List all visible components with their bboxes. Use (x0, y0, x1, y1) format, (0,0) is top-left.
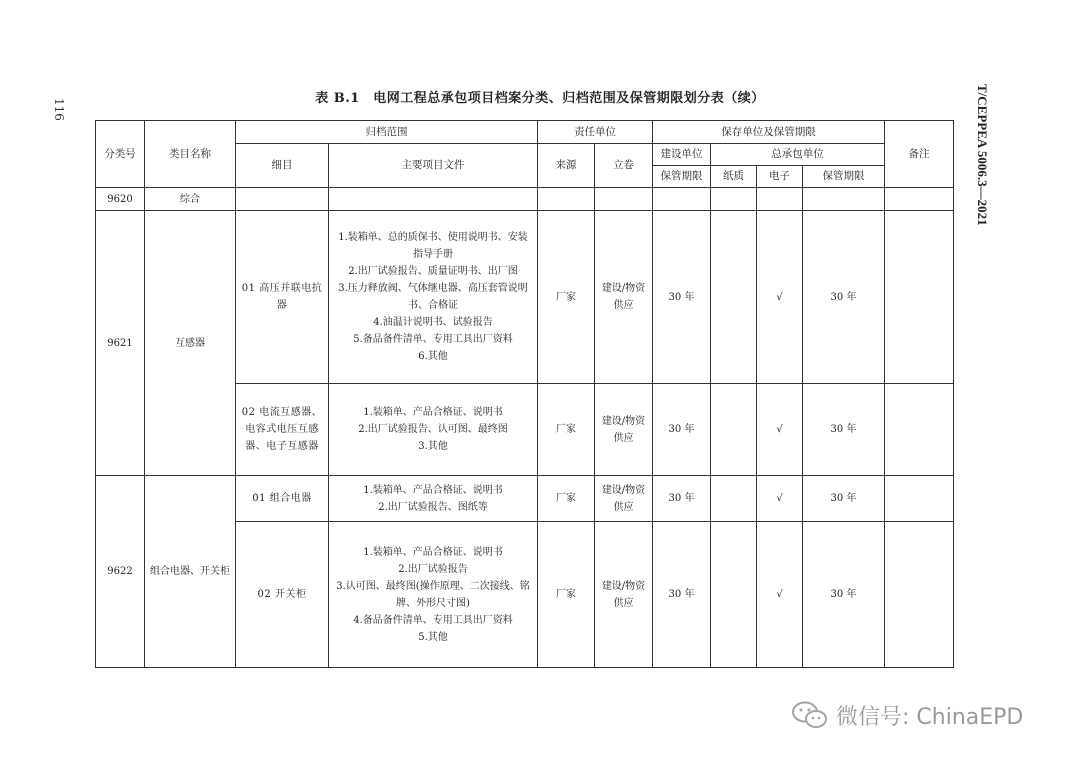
header-category: 类目名称 (145, 121, 236, 188)
file-line: 3.认可图、最终图(操作原理、二次接线、铭牌、外形尺寸图) (336, 580, 530, 609)
header-retention: 保存单位及保管期限 (653, 121, 885, 144)
row-electronic: √ (757, 522, 803, 668)
file-line: 2.出厂试验报告、认可图、最终图 (358, 424, 508, 435)
header-archive-scope: 归档范围 (236, 121, 538, 144)
row-filing: 建设/物资供应 (595, 384, 653, 476)
row-name: 互感器 (145, 211, 236, 476)
file-line: 4.油温计说明书、试验报告 (373, 317, 493, 328)
row-name: 组合电器、开关柜 (145, 476, 236, 668)
header-electronic: 电子 (757, 166, 803, 188)
row-code: 9622 (96, 476, 145, 668)
row-detail: 02 电流互感器、电容式电压互感器、电子互感器 (236, 384, 329, 476)
row-paper (711, 384, 757, 476)
file-line: 4.备品备件清单、专用工具出厂资料 (353, 614, 513, 626)
row-paper (711, 476, 757, 522)
row-period: 30 年 (803, 522, 885, 668)
header-remarks: 备注 (885, 121, 954, 188)
row-period: 30 年 (803, 211, 885, 384)
row-files (329, 522, 538, 668)
table-title: 表 B.1 电网工程总承包项目档案分类、归档范围及保管期限划分表（续） (315, 91, 765, 106)
row-filing: 建设/物资供应 (595, 211, 653, 384)
row-build-period: 30 年 (653, 522, 711, 668)
row-remarks (885, 476, 954, 522)
row-remarks (885, 211, 954, 384)
row-detail: 01 高压并联电抗器 (236, 211, 329, 384)
standard-code: T/CEPPEA 5006.3—2021 (975, 84, 990, 226)
file-line: 3.压力释放阀、气体继电器、高压套管说明书、合格证 (338, 283, 528, 311)
row-build-period: 30 年 (653, 384, 711, 476)
row-paper (711, 522, 757, 668)
watermark-text: 微信号: ChinaEPD (836, 704, 1024, 730)
header-retention-period: 保管期限 (653, 166, 711, 188)
header-files: 主要项目文件 (329, 144, 538, 188)
header-responsible: 责任单位 (538, 121, 653, 144)
row-source: 厂家 (538, 522, 595, 668)
row-code: 9621 (96, 211, 145, 476)
file-line: 6.其他 (418, 351, 448, 362)
header-construction-unit: 建设单位 (653, 144, 711, 166)
row-code: 9620 (96, 188, 145, 211)
row-files (329, 476, 538, 522)
row-detail: 01 组合电器 (236, 476, 329, 522)
header-source: 来源 (538, 144, 595, 188)
row-remarks (885, 384, 954, 476)
header-contractor-unit: 总承包单位 (711, 144, 885, 166)
row-build-period: 30 年 (653, 211, 711, 384)
file-line: 3.其他 (418, 441, 448, 452)
row-period: 30 年 (803, 384, 885, 476)
table-row (96, 188, 954, 211)
file-line: 1.装箱单、总的质保书、使用说明书、安装指导手册 (338, 232, 528, 260)
row-build-period: 30 年 (653, 476, 711, 522)
file-line: 1.装箱单、产品合格证、说明书 (363, 484, 503, 496)
table-row (96, 476, 954, 522)
row-period: 30 年 (803, 476, 885, 522)
header-code: 分类号 (96, 121, 145, 188)
header-row-1 (96, 121, 954, 144)
row-electronic: √ (757, 384, 803, 476)
file-line: 2.出厂试验报告、质量证明书、出厂图 (348, 266, 518, 277)
row-electronic: √ (757, 211, 803, 384)
row-source: 厂家 (538, 476, 595, 522)
row-electronic: √ (757, 476, 803, 522)
header-paper: 纸质 (711, 166, 757, 188)
row-source: 厂家 (538, 384, 595, 476)
page-number: 116 (52, 98, 66, 121)
row-name: 综合 (145, 188, 236, 211)
header-retention-period-2: 保管期限 (803, 166, 885, 188)
row-paper (711, 211, 757, 384)
row-remarks (885, 522, 954, 668)
file-line: 2.出厂试验报告、图纸等 (378, 501, 488, 513)
file-line: 1.装箱单、产品合格证、说明书 (363, 546, 503, 558)
row-source: 厂家 (538, 211, 595, 384)
row-filing: 建设/物资供应 (595, 476, 653, 522)
wechat-icon (790, 700, 830, 730)
header-filing: 立卷 (595, 144, 653, 188)
row-files (329, 384, 538, 476)
row-detail: 02 开关柜 (236, 522, 329, 668)
header-detail: 细目 (236, 144, 329, 188)
watermark (790, 700, 1023, 730)
row-filing: 建设/物资供应 (595, 522, 653, 668)
archive-table (95, 120, 954, 668)
file-line: 5.备品备件清单、专用工具出厂资料 (353, 334, 513, 345)
file-line: 2.出厂试验报告 (398, 563, 468, 575)
file-line: 1.装箱单、产品合格证、说明书 (363, 407, 503, 418)
row-files (329, 211, 538, 384)
file-line: 5.其他 (418, 631, 448, 643)
table-row (96, 211, 954, 384)
